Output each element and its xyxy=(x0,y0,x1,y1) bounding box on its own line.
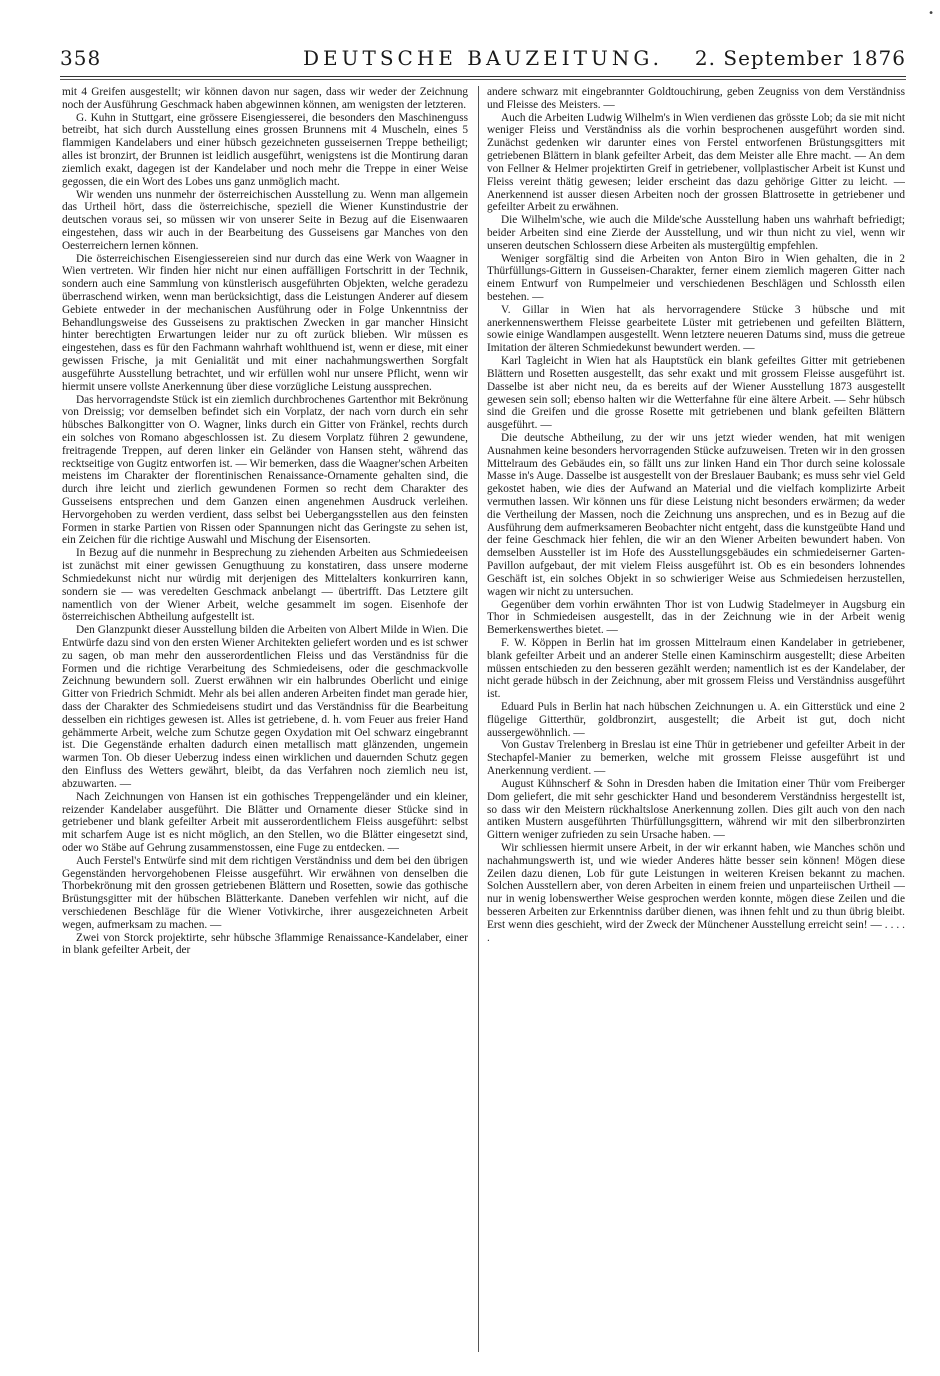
paragraph: Eduard Puls in Berlin hat nach hübschen Zeichnungen u. A. ein Gitterstück und eine 2 flügelige Gitterthür, goldbronzirt, ausgestellt; die Arbeit ist gut, doch nicht aussergewöhnlich. — xyxy=(487,701,905,739)
left-column xyxy=(62,86,468,1352)
paragraph: Wir schliessen hiermit unsere Arbeit, in der wir erkannt haben, wie Manches schön und nachahmungswerth ist, und wie wieder Anderes hätte besser sein können! Mögen diese Zeilen dazu dienen, Lob für gute Leistungen in weiteren Kreisen bekannt zu machen. Solchen Ausstellern aber, von deren Arbeiten in einem freien und unparteiischen Urtheil — nur in wenig lobenswerther Weise gesprochen werden konnte, mögen diese Zeilen und die besseren Arbeiten zur Erkenntniss darüber dienen, was ihnen fehlt und zu thun übrig bleibt. Erst wenn dies geschieht, wird der Zweck der Münchener Ausstellung erreicht sein! — . . . . . xyxy=(487,841,905,944)
column-separator xyxy=(478,86,479,1352)
page-header xyxy=(60,40,906,74)
issue-date: 2. September 1876 xyxy=(694,46,906,70)
paragraph: mit 4 Greifen ausgestellt; wir können davon nur sagen, dass wir weder der Zeichnung noch der Ausführung Geschmack haben abgewinnen können, am wenigsten der letzteren. xyxy=(62,86,468,111)
header-rule xyxy=(60,76,906,77)
paragraph: Den Glanzpunkt dieser Ausstellung bilden die Arbeiten von Albert Milde in Wien. Die Entwürfe dazu sind von den ersten Wiener Architekten geliefert worden und es ist schwer zu sagen, ob man mehr den ausserordentlichen Fleiss und das Verständniss für die Formen und die richtige Verarbeitung des Schmiedeisens, oder die geschmackvolle Zeichnung bewundern soll. Zuerst erwähnen wir ein halbrundes Oberlicht und einige Gitter von Friedrich Schmidt. Mehr als bei allen anderen Arbeiten findet man gerade hier, dass der Charakter des Schmiedeisens studirt und das Verständniss für die Bearbeitung desselben ein richtiges gewesen ist. Alles ist getriebene, d. h. vom Feuer aus freier Hand gehämmerte Arbeit, welche zum Schutze gegen Oxydation mit Oel schwarz eingebrannt ist. Die Gegenstände erhalten dadurch einen metallisch matt glänzenden, ungemein warmen Ton. Ob dieser Ueberzug indess einen wirklichen und dauernden Schutz gegen den Einfluss des Wetters gewährt, bleibt, da das Verfahren noch ziemlich neu ist, abzuwarten. — xyxy=(62,624,468,790)
right-column xyxy=(487,86,905,1352)
paragraph: Gegenüber dem vorhin erwähnten Thor ist von Ludwig Stadelmeyer in Augsburg ein Thor in Schmiedeisen ausgestellt, das in der Zeichnung wie in der Arbeit wenig Bemerkenswerthes bietet. — xyxy=(487,598,905,637)
corner-mark: • xyxy=(928,8,934,19)
paragraph: Die österreichischen Eisengiessereien sind nur durch das eine Werk von Waagner in Wien vertreten. Wir finden hier nicht nur einen auffälligen Fortschritt in der Technik, sondern auch eine Sammlung von künstlerisch ausgeführten Objekten, welche geradezu überraschend wirken, wenn man berücksichtigt, dass die Leistungen Anderer auf diesem Gebiete entweder in der mechanischen Ausführung oder in Folge Unkenntniss der Behandlungsweise des Gusseisens zu praktischen Zwecken in gar mancher Hinsicht hinter berechtigten Erwartungen leider nur zu oft zurück blieben. Wir müssen es eingestehen, dass es für den Fachmann wahrhaft wohlthuend ist, wenn er diese, mit einer gewissen Frische, ja mit Genialität und mit einer nachahmungswerthen Sorgfalt ausgeführte Ausstellung betrachtet, und wir erfüllen wohl nur unsere Pflicht, wenn wir hiermit unsere vollste Anerkennung über diese vorzügliche Leistung aussprechen. xyxy=(62,252,468,393)
paragraph: F. W. Köppen in Berlin hat im grossen Mittelraum einen Kandelaber in getriebener, blank gefeilter Arbeit und an anderer Stelle einen Kaminschirm ausgestellt; diese Arbeiten müssen entschieden zu den besseren gezählt werden; namentlich ist es der Kandelaber, der nicht gerade hübsch in der Zeichnung, aber mit grossem Fleiss und Verständniss ausgeführt ist. xyxy=(487,636,905,701)
paragraph: G. Kuhn in Stuttgart, eine grössere Eisengiesserei, die besonders den Maschinenguss betreibt, hat sich durch Ausstellung eines grossen Brunnens mit 4 Muscheln, eines 5 flammigen Kandelabers und einer hübsch gezeichneten gusseisernen Treppe betheiligt; alles ist bronzirt, der Brunnen ist leidlich ausgeführt, wenigstens ist die Montirung daran ziemlich exakt, dagegen ist der Kandelaber und noch mehr die Treppe in einer Weise gegossen, die ein Wort des Lobes uns ganz unmöglich macht. xyxy=(62,111,468,188)
paragraph: August Kühnscherf & Sohn in Dresden haben die Imitation einer Thür vom Freiberger Dom geliefert, die mit sehr geschickter Hand und besonderem Verständniss hergestellt ist, so dass wir den Meistern rückhaltslose Anerkennung zollen. Dies gilt auch von den nach antiken Mustern ausgeführten Thürfüllungsgittern, während wir mit den silberbronzirten Gittern weniger zufrieden zu sein Ursache haben. — xyxy=(487,777,905,842)
paragraph: In Bezug auf die nunmehr in Besprechung zu ziehenden Arbeiten aus Schmiedeeisen ist zunächst mit einer gewissen Genugthuung zu konstatiren, dass unsere moderne Schmiedekunst nicht nur würdig mit derjenigen des Mittelalters konkurriren kann, sondern sie — was veredelten Geschmack anbelangt — übertrifft. Das Letztere gilt namentlich von der Wiener Arbeit, welche gesammelt im sogen. Eisenhofe der österreichischen Abtheilung aufgestellt ist. xyxy=(62,547,468,624)
paragraph: Weniger sorgfältig sind die Arbeiten von Anton Biro in Wien gehalten, die in 2 Thürfüllungs-Gittern in Gusseisen-Charakter, ferner einem ziemlich mageren Gitter nach einem Entwurf von Rumpelmeier und verschiedenen Beschlägen und Schlossth eilen bestehen. — xyxy=(487,252,905,303)
paragraph: Die Wilhelm'sche, wie auch die Milde'sche Ausstellung haben uns wahrhaft befriedigt; beider Arbeiten sind eine Zierde der Ausstellung, und wir thun nicht zu viel, wenn wir unseren deutschen Schlossern diese Arbeiten als mustergültig empfehlen. xyxy=(487,214,905,252)
paragraph: andere schwarz mit eingebrannter Goldtouchirung, geben Zeugniss von dem Verständniss und Fleisse des Meisters. — xyxy=(487,86,905,111)
paragraph: Karl Tagleicht in Wien hat als Hauptstück ein blank gefeiltes Gitter mit getriebenen Blättern und Rosetten ausgestellt, das sehr exakt und mit grossem Fleisse ausgeführt ist. Dasselbe ist aber nicht neu, da es bereits auf der Wiener Ausstellung 1873 ausgestellt gewesen sein soll; ebenso halten wir die Wetterfahne für eine ältere Arbeit. — Sehr hübsch sind die Greifen und die grosse Rosette mit getriebenen und blank gefeilten Blättern ausgeführt. — xyxy=(487,355,905,432)
paragraph: Zwei von Storck projektirte, sehr hübsche 3flammige Renaissance-Kandelaber, einer in blank gefeilter Arbeit, der xyxy=(62,931,468,957)
paragraph: Auch die Arbeiten Ludwig Wilhelm's in Wien verdienen das grösste Lob; da sie mit nicht weniger Fleiss und Verständniss als die vorhin besprochenen ausgeführt worden sind. Zunächst gedenken wir darunter eines von Ferstel entworfenen Brüstungsgitters mit getriebenen Blättern in blank gefeilter Arbeit, das dem Meister alle Ehre macht. — An dem von Fellner & Helmer projektirten Greif in getriebener, vollplastischer Arbeit ist Kunst und Fleiss vereint thätig gewesen; leider erscheint das dazu gehörige Gitter zu leicht. — Anerkennend ist ausser diesen Arbeiten noch der grossen Blattrosette in getriebener und gefeilter Arbeit zu erwähnen. xyxy=(487,111,905,214)
paragraph: Von Gustav Trelenberg in Breslau ist eine Thür in getriebener und gefeilter Arbeit in der Stechapfel-Manier zu bemerken, welche mit grossem Fleisse ausgeführt ist und Anerkennung verdient. — xyxy=(487,739,905,778)
header-rule-secondary xyxy=(60,79,906,80)
paragraph: V. Gillar in Wien hat als hervorragendere Stücke 3 hübsche und mit anerkennenswerthem Fleisse gearbeitete Lüster mit getriebenen und gefeilten Blättern, sowie einige Wandlampen ausgestellt. Wenn letztere neueren Datums sind, muss die getreue Imitation der älteren Schmiedekunst bewundert werden. — xyxy=(487,303,905,355)
paragraph: Die deutsche Abtheilung, zu der wir uns jetzt wieder wenden, hat mit wenigen Ausnahmen keine besonders hervorragenden Stücke aufzuweisen. Treten wir in den grossen Mittelraum des Gebäudes ein, so fällt uns zur linken Hand ein Thor durch seine kolossale Masse in's Auge. Dasselbe ist ausgestellt von der Breslauer Baubank; es muss sehr viel Geld gekostet haben, wie dies der Aufwand an Material und die vielfach komplizirte Arbeit vermuthen lassen. Wir können uns für diese Leistung nicht besonders erwärmen; da weder die Vertheilung der Massen, noch die Zeichnung uns ansprechen, und es in Bezug auf die Ausführung dem aufmerksameren Beobachter nicht entgeht, dass die kunstgeübte Hand und der feine Geschmack hier fehlen, die wir an den Wiener Arbeiten bewundert haben. Von demselben Aussteller ist im Hofe des Ausstellungsgebäudes ein schmiedeiserner Garten-Pavillon aufgebaut, der mit vielem Fleiss ausgeführt ist. Ob es ein besonders lohnendes Geschäft ist, ein solches Objekt in so schwieriger Weise aus Schmiedeisen herzustellen, wagen wir nicht zu untersuchen. xyxy=(487,431,905,598)
page-number: 358 xyxy=(60,46,102,70)
paragraph: Nach Zeichnungen von Hansen ist ein gothisches Treppengeländer und ein kleiner, reizender Kandelaber ausgeführt. Die Blätter und Ornamente dieser Stücke sind in getriebener und blank gefeilter Arbeit mit ausserordentlichem Fleiss ausgeführt: selbst mit scharfem Auge ist es nicht möglich, an den Stellen, wo die Blätter eingesetzt sind, oder wo Stäbe auf Gehrung zusammenstossen, eine Fuge zu entdecken. — xyxy=(62,790,468,854)
journal-title: DEUTSCHE BAUZEITUNG. xyxy=(303,46,663,70)
paragraph: Wir wenden uns nunmehr der österreichischen Ausstellung zu. Wenn man allgemein das Urtheil hört, dass die österreichische, speziell die Wiener Kunstindustrie der deutschen voraus sei, so müssen wir von unserer Seite in Bezug auf die Eisenwaaren eingestehen, dass wir auch in der Bearbeitung des Gusseisens gar Manches von den Oesterreichern lernen können. xyxy=(62,188,468,252)
paragraph: Auch Ferstel's Entwürfe sind mit dem richtigen Verständniss und dem bei den übrigen Gegenständen hervorgehobenen Fleisse ausgeführt. Wir erwähnen von denselben die Thorbekrönung mit den grossen getriebenen Blättern und Rosetten, sowie das gothische Brüstungsgitter mit der hübschen Blätterkante. Daneben verfehlen wir nicht, auf die verschiedenen Beschläge für die Wiener Votivkirche, ihrer ausgezeichneten Arbeit wegen, aufmerksam zu machen. — xyxy=(62,854,468,931)
paragraph: Das hervorragendste Stück ist ein ziemlich durchbrochenes Gartenthor mit Bekrönung von Dreissig; vor demselben befindet sich ein Vorplatz, der nach vorn durch ein sehr hübsches Balkongitter von O. Wagner, links durch ein Gitter von Fränkel, rechts durch ein solches von Romano abgeschlossen ist. Zu diesem Vorplatz führen 2 gewundene, freitragende Treppen, auf deren linker ein Geländer von Hansen steht, während das recktseitige von Gugitz entworfen ist. — Wir bemerken, dass die Waagner'schen Arbeiten meistens im Charakter der florentinischen Renaissance-Ornamente gehalten sind, die durch ihre leicht und zierlich gewundenen Formen so recht dem Charakter des Gusseisens entsprechen und dem Ganzen einen angenehmen Ausdruck verleihen. Hervorgehoben zu werden verdient, dass selbst bei Uebergangsstellen aus den feinsten Formen in starke Partien von Rissen oder Spannungen nicht das Geringste zu sehen ist, ein Zeichen für die richtige Auswahl und Mischung der Eisensorten. xyxy=(62,393,468,547)
